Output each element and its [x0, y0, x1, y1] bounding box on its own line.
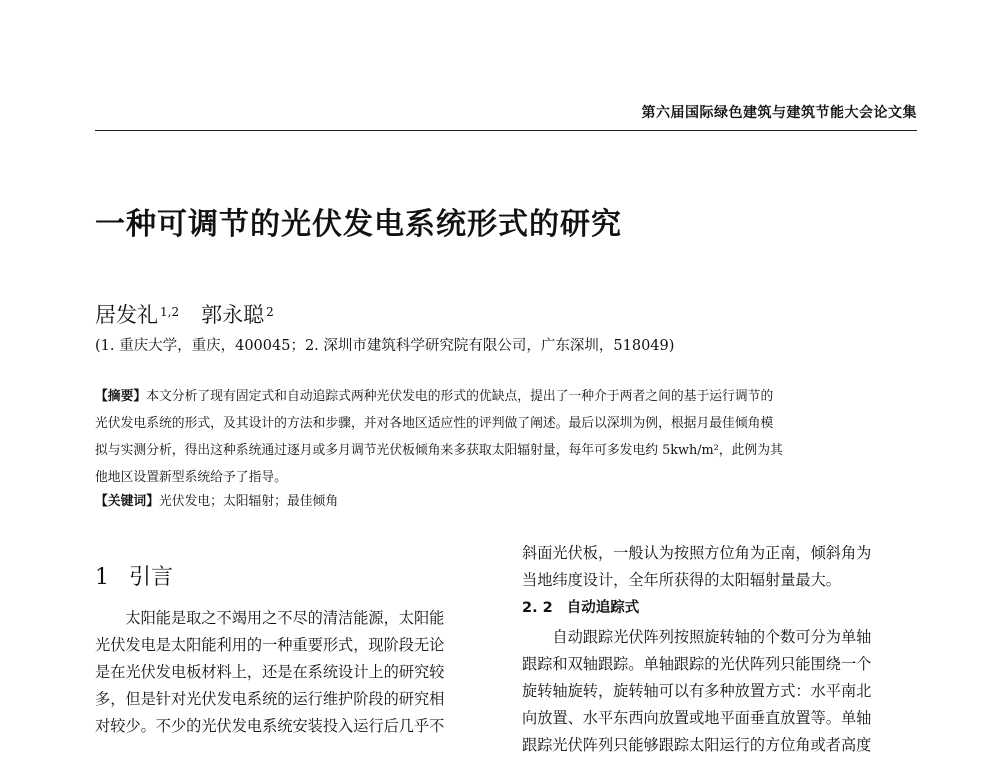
- keywords-text: 光伏发电；太阳辐射；最佳倾角: [158, 494, 339, 509]
- keywords-label: 【关键词】: [95, 494, 159, 509]
- author-affiliation-mark: 1,2: [160, 305, 180, 319]
- abstract-line: 他地区设置新型系统给予了指导。: [95, 470, 287, 485]
- abstract-line: 光伏发电系统的形式，及其设计的方法和步骤，并对各地区适应性的评判做了阐述。最后以深圳为例，根据月最佳倾角模: [95, 416, 774, 431]
- section-title: 引言: [129, 565, 174, 590]
- section-number: 1: [95, 565, 109, 590]
- paragraph-line: 跟踪光伏阵列只能够跟踪太阳运行的方位角或者高度: [522, 736, 872, 754]
- running-header: [95, 104, 917, 131]
- abstract-line: [95, 383, 917, 410]
- paper-title: 一种可调节的光伏发电系统形式的研究: [95, 207, 622, 242]
- author-name: 居发礼: [95, 303, 158, 327]
- subsection-number: 2. 2: [522, 600, 553, 616]
- paragraph-line: 旋转轴旋转，旋转轴可以有多种放置方式：水平南北: [522, 682, 872, 700]
- paragraph: [522, 540, 917, 594]
- paragraph: [522, 624, 917, 759]
- abstract-text: 本文分析了现有固定式和自动追踪式两种光伏发电的形式的优缺点，提出了一种介于两者之间的基于运行调节的: [146, 389, 774, 404]
- keywords: [95, 491, 338, 513]
- paragraph-line: 多，但是针对光伏发电系统的运行维护阶段的研究相: [95, 690, 445, 708]
- paragraph-line: 对较少。不少的光伏发电系统安装投入运行后几乎不: [95, 717, 445, 735]
- subsection-title: 自动追踪式: [566, 600, 640, 616]
- paragraph-line: 自动跟踪光伏阵列按照旋转轴的个数可分为单轴: [552, 628, 872, 646]
- paragraph-line: 太阳能是取之不竭用之不尽的清洁能源，太阳能: [125, 609, 445, 627]
- section-heading: [95, 563, 490, 593]
- right-column: [522, 540, 917, 759]
- abstract-line: 拟与实测分析，得出这种系统通过逐月或多月调节光伏板倾角来多获取太阳辐射量，每年可多发电约 5kwh/m²，此例为其: [95, 443, 783, 458]
- abstract-label: 【摘要】: [95, 389, 147, 404]
- author-affiliation-mark: 2: [266, 305, 274, 319]
- paragraph-line: 是在光伏发电板材料上，还是在系统设计上的研究较: [95, 663, 445, 681]
- paragraph-line: 向放置、水平东西向放置或地平面垂直放置等。单轴: [522, 709, 872, 727]
- paragraph-line: 跟踪和双轴跟踪。单轴跟踪的光伏阵列只能围绕一个: [522, 655, 872, 673]
- paragraph: [95, 605, 490, 740]
- author-name: 郭永聪: [201, 303, 265, 327]
- paragraph-line: 斜面光伏板，一般认为按照方位角为正南，倾斜角为: [522, 544, 872, 562]
- left-column: [95, 545, 490, 740]
- running-title: 第六届国际绿色建筑与建筑节能大会论文集: [641, 105, 917, 121]
- paragraph-line: 光伏发电是太阳能利用的一种重要形式，现阶段无论: [95, 636, 445, 654]
- paragraph-line: 当地纬度设计，全年所获得的太阳辐射量最大。: [522, 571, 841, 589]
- abstract: [95, 383, 917, 491]
- affiliation-line: (1. 重庆大学，重庆，400045；2. 深圳市建筑科学研究院有限公司，广东深圳，518049): [95, 338, 675, 354]
- subsection-heading: [522, 596, 917, 620]
- author-list: [95, 300, 274, 330]
